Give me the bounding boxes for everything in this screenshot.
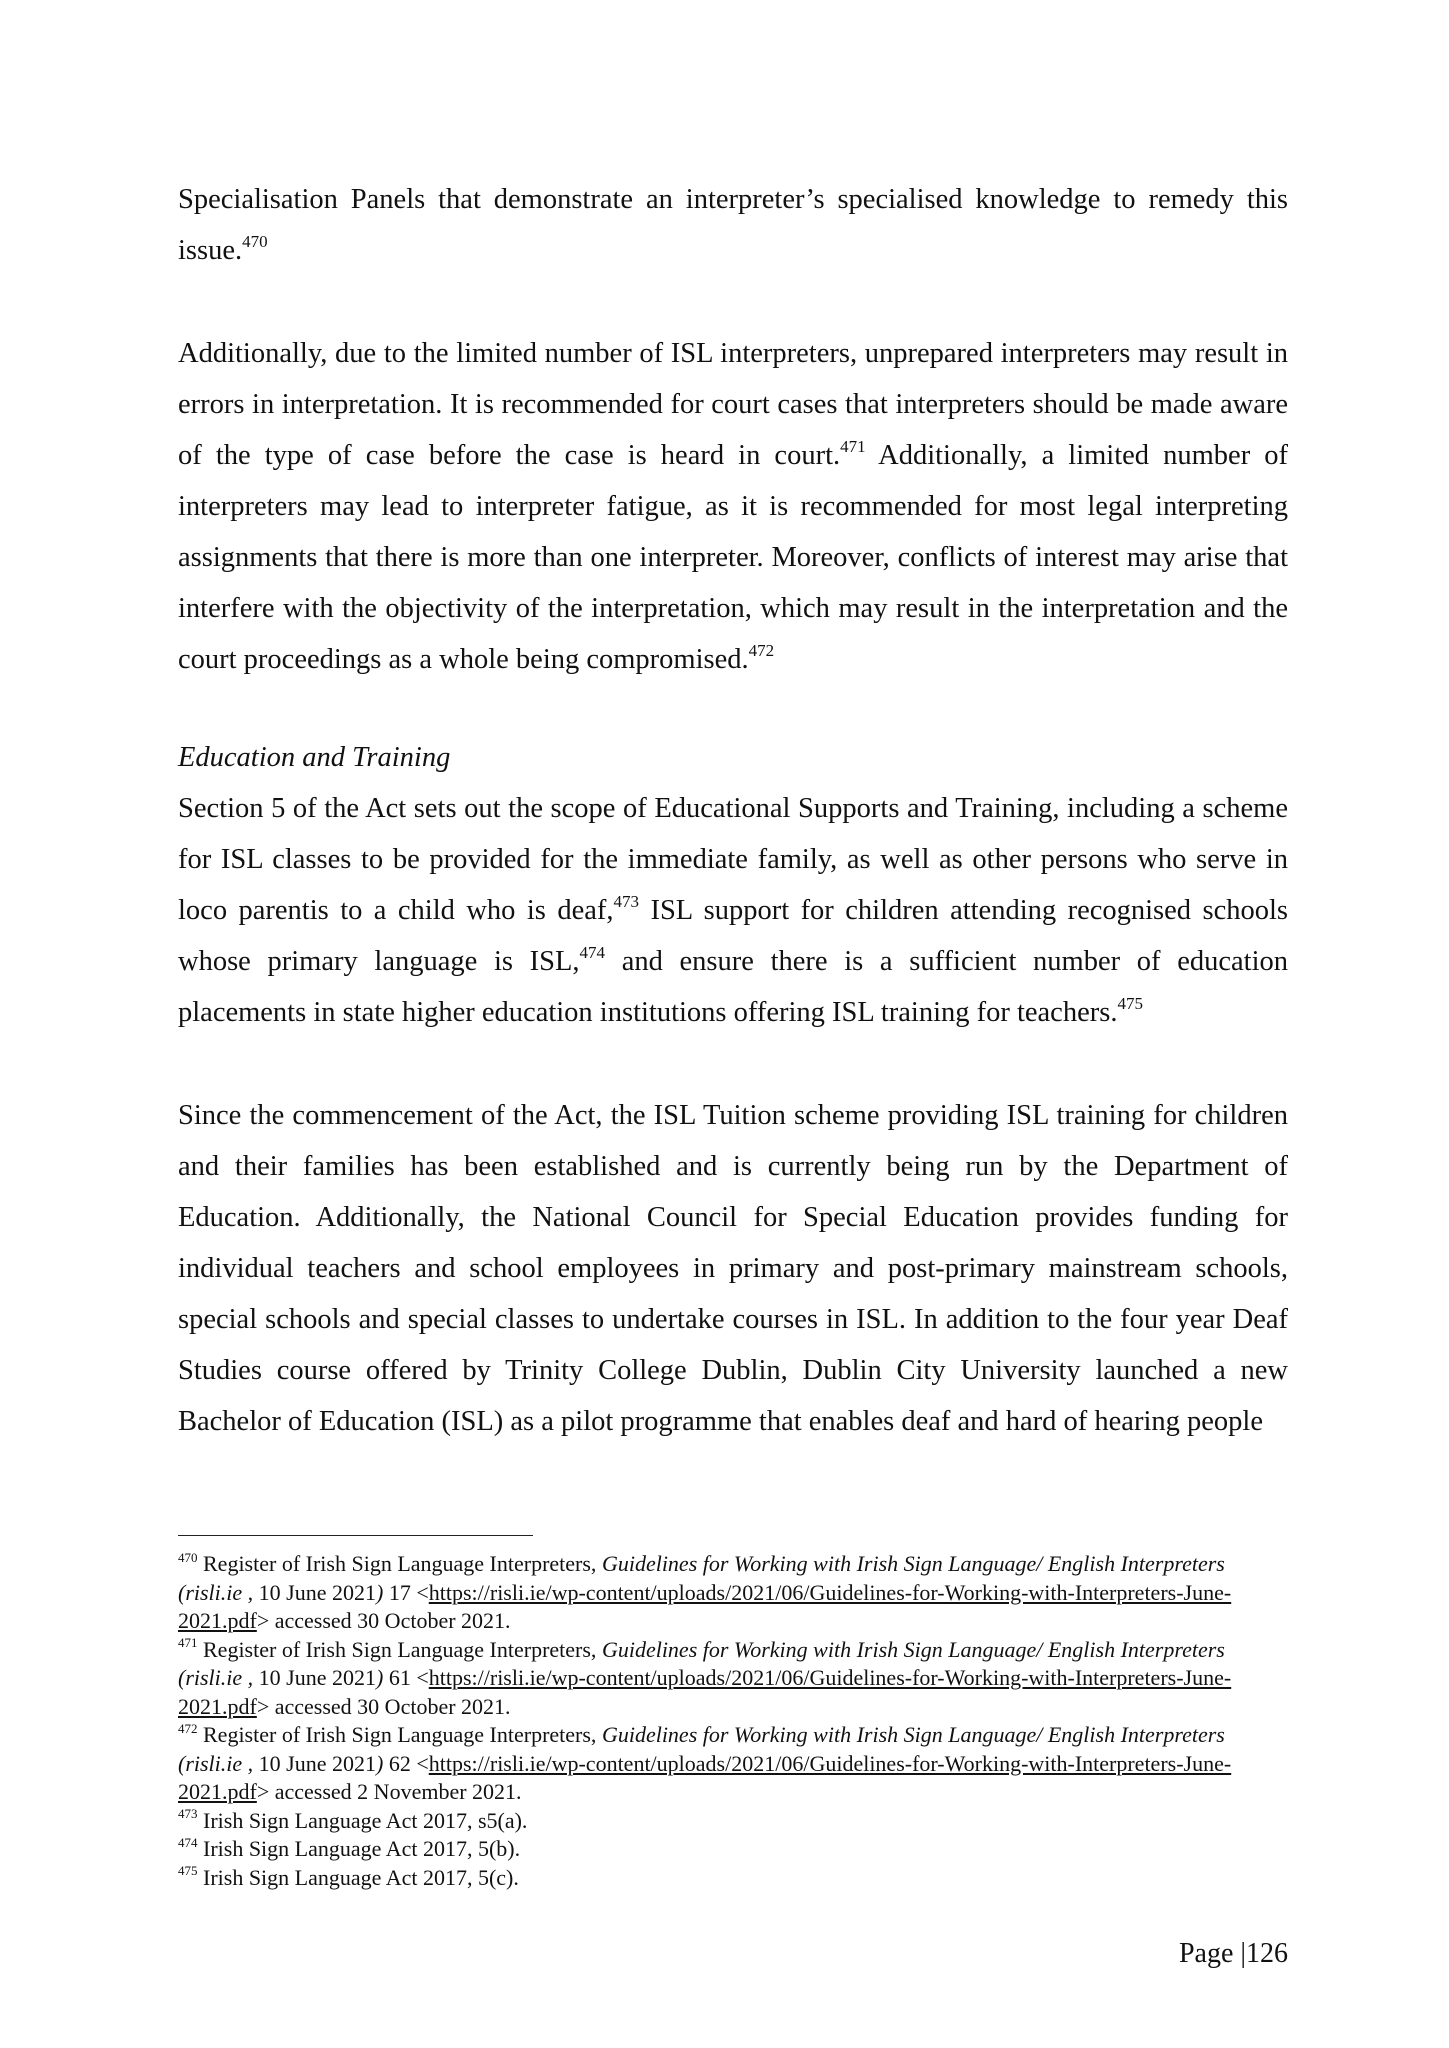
footnote: $^{471}$ Register of Irish Sign Language Interpreters, Guidelines for Working with Irish Sign Language/ English Interpreters (risli.ie , 10 June 2021) 61 <https://risli.ie/wp-content/uploads/2021/06/Guidelines-for-Working-with-Interpreters-June-2021.pdf> accessed 30 October 2021. xyxy=(178,1635,1232,1719)
footnote: $^{470}$ Register of Irish Sign Language Interpreters, Guidelines for Working with Irish Sign Language/ English Interpreters (risli.ie , 10 June 2021) 17 <https://risli.ie/wp-content/uploads/2021/06/Guidelines-for-Working-with-Interpreters-June-2021.pdf> accessed 30 October 2021. xyxy=(178,1549,1232,1633)
footnotes xyxy=(178,1550,1278,1892)
footnote-ref[interactable]: 475 xyxy=(1117,993,1143,1013)
footnote-ref[interactable]: 471 xyxy=(840,436,866,456)
paragraph: Section 5 of the Act sets out the scope of Educational Supports and Training, including a scheme for ISL classes to be provided for the immediate family, as well as other persons who serve in loco parentis to a child who is deaf,$^{473}$ ISL support for children attending recognised schools whose primary language is ISL,$^{474}$ and ensure there is a sufficient number of education placements in state higher education institutions offering ISL training for teachers.$^{475}$ xyxy=(178,793,1288,1028)
footnote-link[interactable]: https://risli.ie/wp-content/uploads/2021/06/Guidelines-for-Working-with-Interpreters-June-2021.pdf xyxy=(178,1579,1232,1633)
page-number: Page |126 xyxy=(1178,1938,1288,1969)
footnote: $^{474}$ Irish Sign Language Act 2017, 5(b). xyxy=(178,1834,521,1861)
paragraph: Since the commencement of the Act, the ISL Tuition scheme providing ISL training for children and their families has been established and is currently being run by the Department of Education. Additionally, the National Council for Special Education provides funding for individual teachers and school employees in primary and post-primary mainstream schools, special schools and special classes to undertake courses in ISL. In addition to the four year Deaf Studies course offered by Trinity College Dublin, Dublin City University launched a new Bachelor of Education (ISL) as a pilot programme that enables deaf and hard of hearing people xyxy=(178,1100,1288,1437)
footnote-ref[interactable]: 470 xyxy=(242,231,268,251)
footnote: $^{475}$ Irish Sign Language Act 2017, 5(c). xyxy=(178,1863,519,1890)
footnote-link[interactable]: https://risli.ie/wp-content/uploads/2021/06/Guidelines-for-Working-with-Interpreters-June-2021.pdf xyxy=(178,1750,1232,1804)
footnote-link[interactable]: https://risli.ie/wp-content/uploads/2021/06/Guidelines-for-Working-with-Interpreters-June-2021.pdf xyxy=(178,1665,1232,1719)
footnote: $^{472}$ Register of Irish Sign Language Interpreters, Guidelines for Working with Irish Sign Language/ English Interpreters (risli.ie , 10 June 2021) 62 <https://risli.ie/wp-content/uploads/2021/06/Guidelines-for-Working-with-Interpreters-June-2021.pdf> accessed 2 November 2021. xyxy=(178,1720,1232,1804)
footnote-ref[interactable]: 473 xyxy=(613,891,640,911)
paragraph: Additionally, due to the limited number of ISL interpreters, unprepared interpreters may result in errors in interpretation. It is recommended for court cases that interpreters should be made aware of the type of case before the case is heard in court.$^{471}$ Additionally, a limited number of interpreters may lead to interpreter fatigue, as it is recommended for most legal interpreting assignments that there is more than one interpreter. Moreover, conflicts of interest may arise that interfere with the objectivity of the interpretation, which may result in the interpretation and the court proceedings as a whole being compromised.$^{472}$ xyxy=(178,338,1289,675)
footnote-ref[interactable]: 474 xyxy=(579,942,606,962)
paragraph: Specialisation Panels that demonstrate an interpreter’s specialised knowledge to remedy this issue.$^{470}$ xyxy=(178,184,1288,266)
footnote-ref[interactable]: 472 xyxy=(748,640,775,660)
footnote: $^{473}$ Irish Sign Language Act 2017, s5(a). xyxy=(178,1806,528,1833)
section-heading: Education and Training xyxy=(178,742,451,773)
footnote-separator xyxy=(178,1535,533,1536)
